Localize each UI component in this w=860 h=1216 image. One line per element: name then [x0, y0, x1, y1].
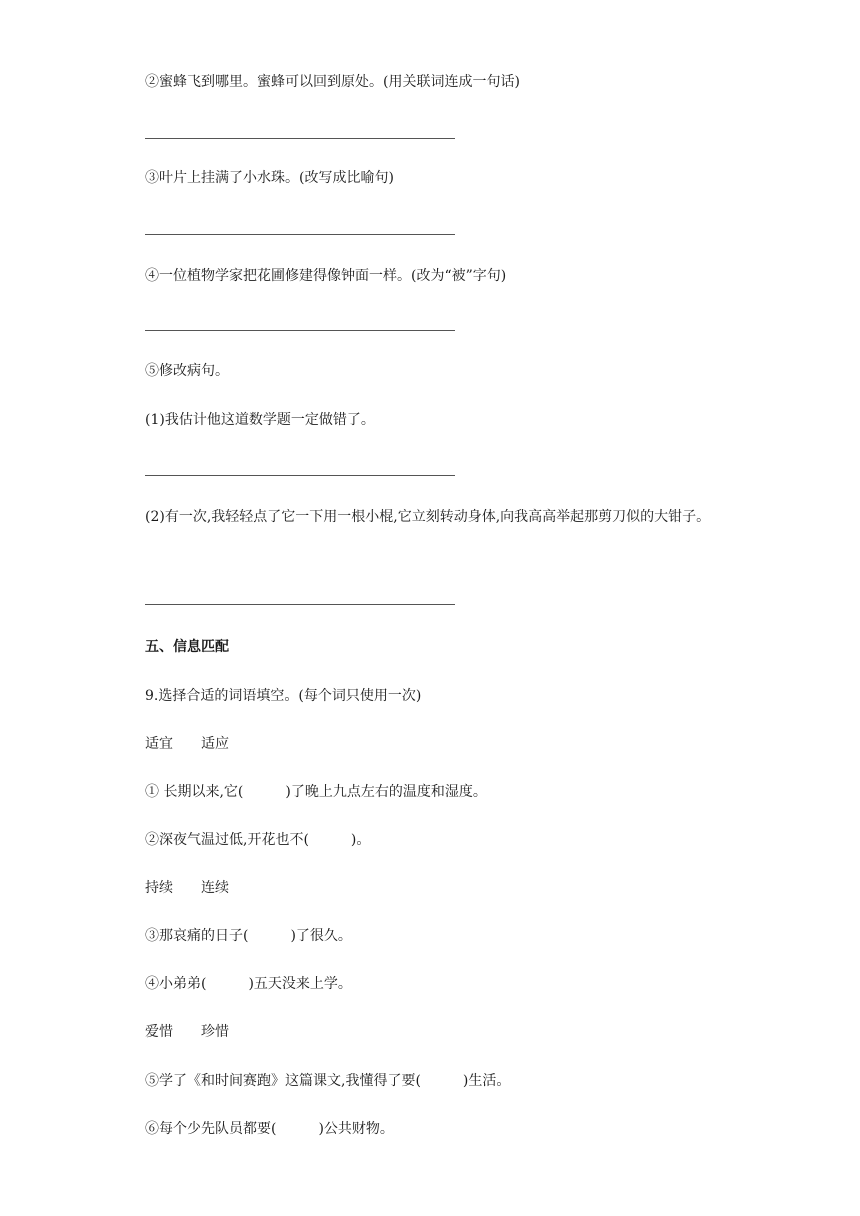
fill-sentence-3: ③那哀痛的日子( )了很久。 [145, 928, 352, 944]
section-heading: 五、信息匹配 [145, 639, 229, 655]
answer-line [145, 138, 455, 139]
answer-line [145, 330, 455, 331]
question-5-part-2: (2)有一次,我轻轻点了它一下用一根小棍,它立刻转动身体,向我高高举起那剪刀似的大钳子。 [145, 509, 711, 525]
answer-line [145, 475, 455, 476]
word-pair-1: 适宜 适应 [145, 736, 229, 752]
question-2: ②蜜蜂飞到哪里。蜜蜂可以回到原处。(用关联词连成一句话) [145, 74, 520, 90]
question-4: ④一位植物学家把花圃修建得像钟面一样。(改为“被”字句) [145, 268, 507, 284]
word-pair-2: 持续 连续 [145, 880, 229, 896]
fill-sentence-6: ⑥每个少先队员都要( )公共财物。 [145, 1121, 394, 1137]
fill-sentence-5: ⑤学了《和时间赛跑》这篇课文,我懂得了要( )生活。 [145, 1073, 511, 1089]
fill-sentence-1: ① 长期以来,它( )了晚上九点左右的温度和湿度。 [145, 784, 487, 800]
question-9: 9.选择合适的词语填空。(每个词只使用一次) [145, 688, 422, 704]
fill-sentence-4: ④小弟弟( )五天没来上学。 [145, 976, 352, 992]
answer-line [145, 234, 455, 235]
question-3: ③叶片上挂满了小水珠。(改写成比喻句) [145, 170, 394, 186]
answer-line [145, 604, 455, 605]
fill-sentence-2: ②深夜气温过低,开花也不( )。 [145, 832, 371, 848]
question-5-part-1: (1)我估计他这道数学题一定做错了。 [145, 412, 375, 428]
word-pair-3: 爱惜 珍惜 [145, 1024, 229, 1040]
question-5: ⑤修改病句。 [145, 363, 229, 379]
